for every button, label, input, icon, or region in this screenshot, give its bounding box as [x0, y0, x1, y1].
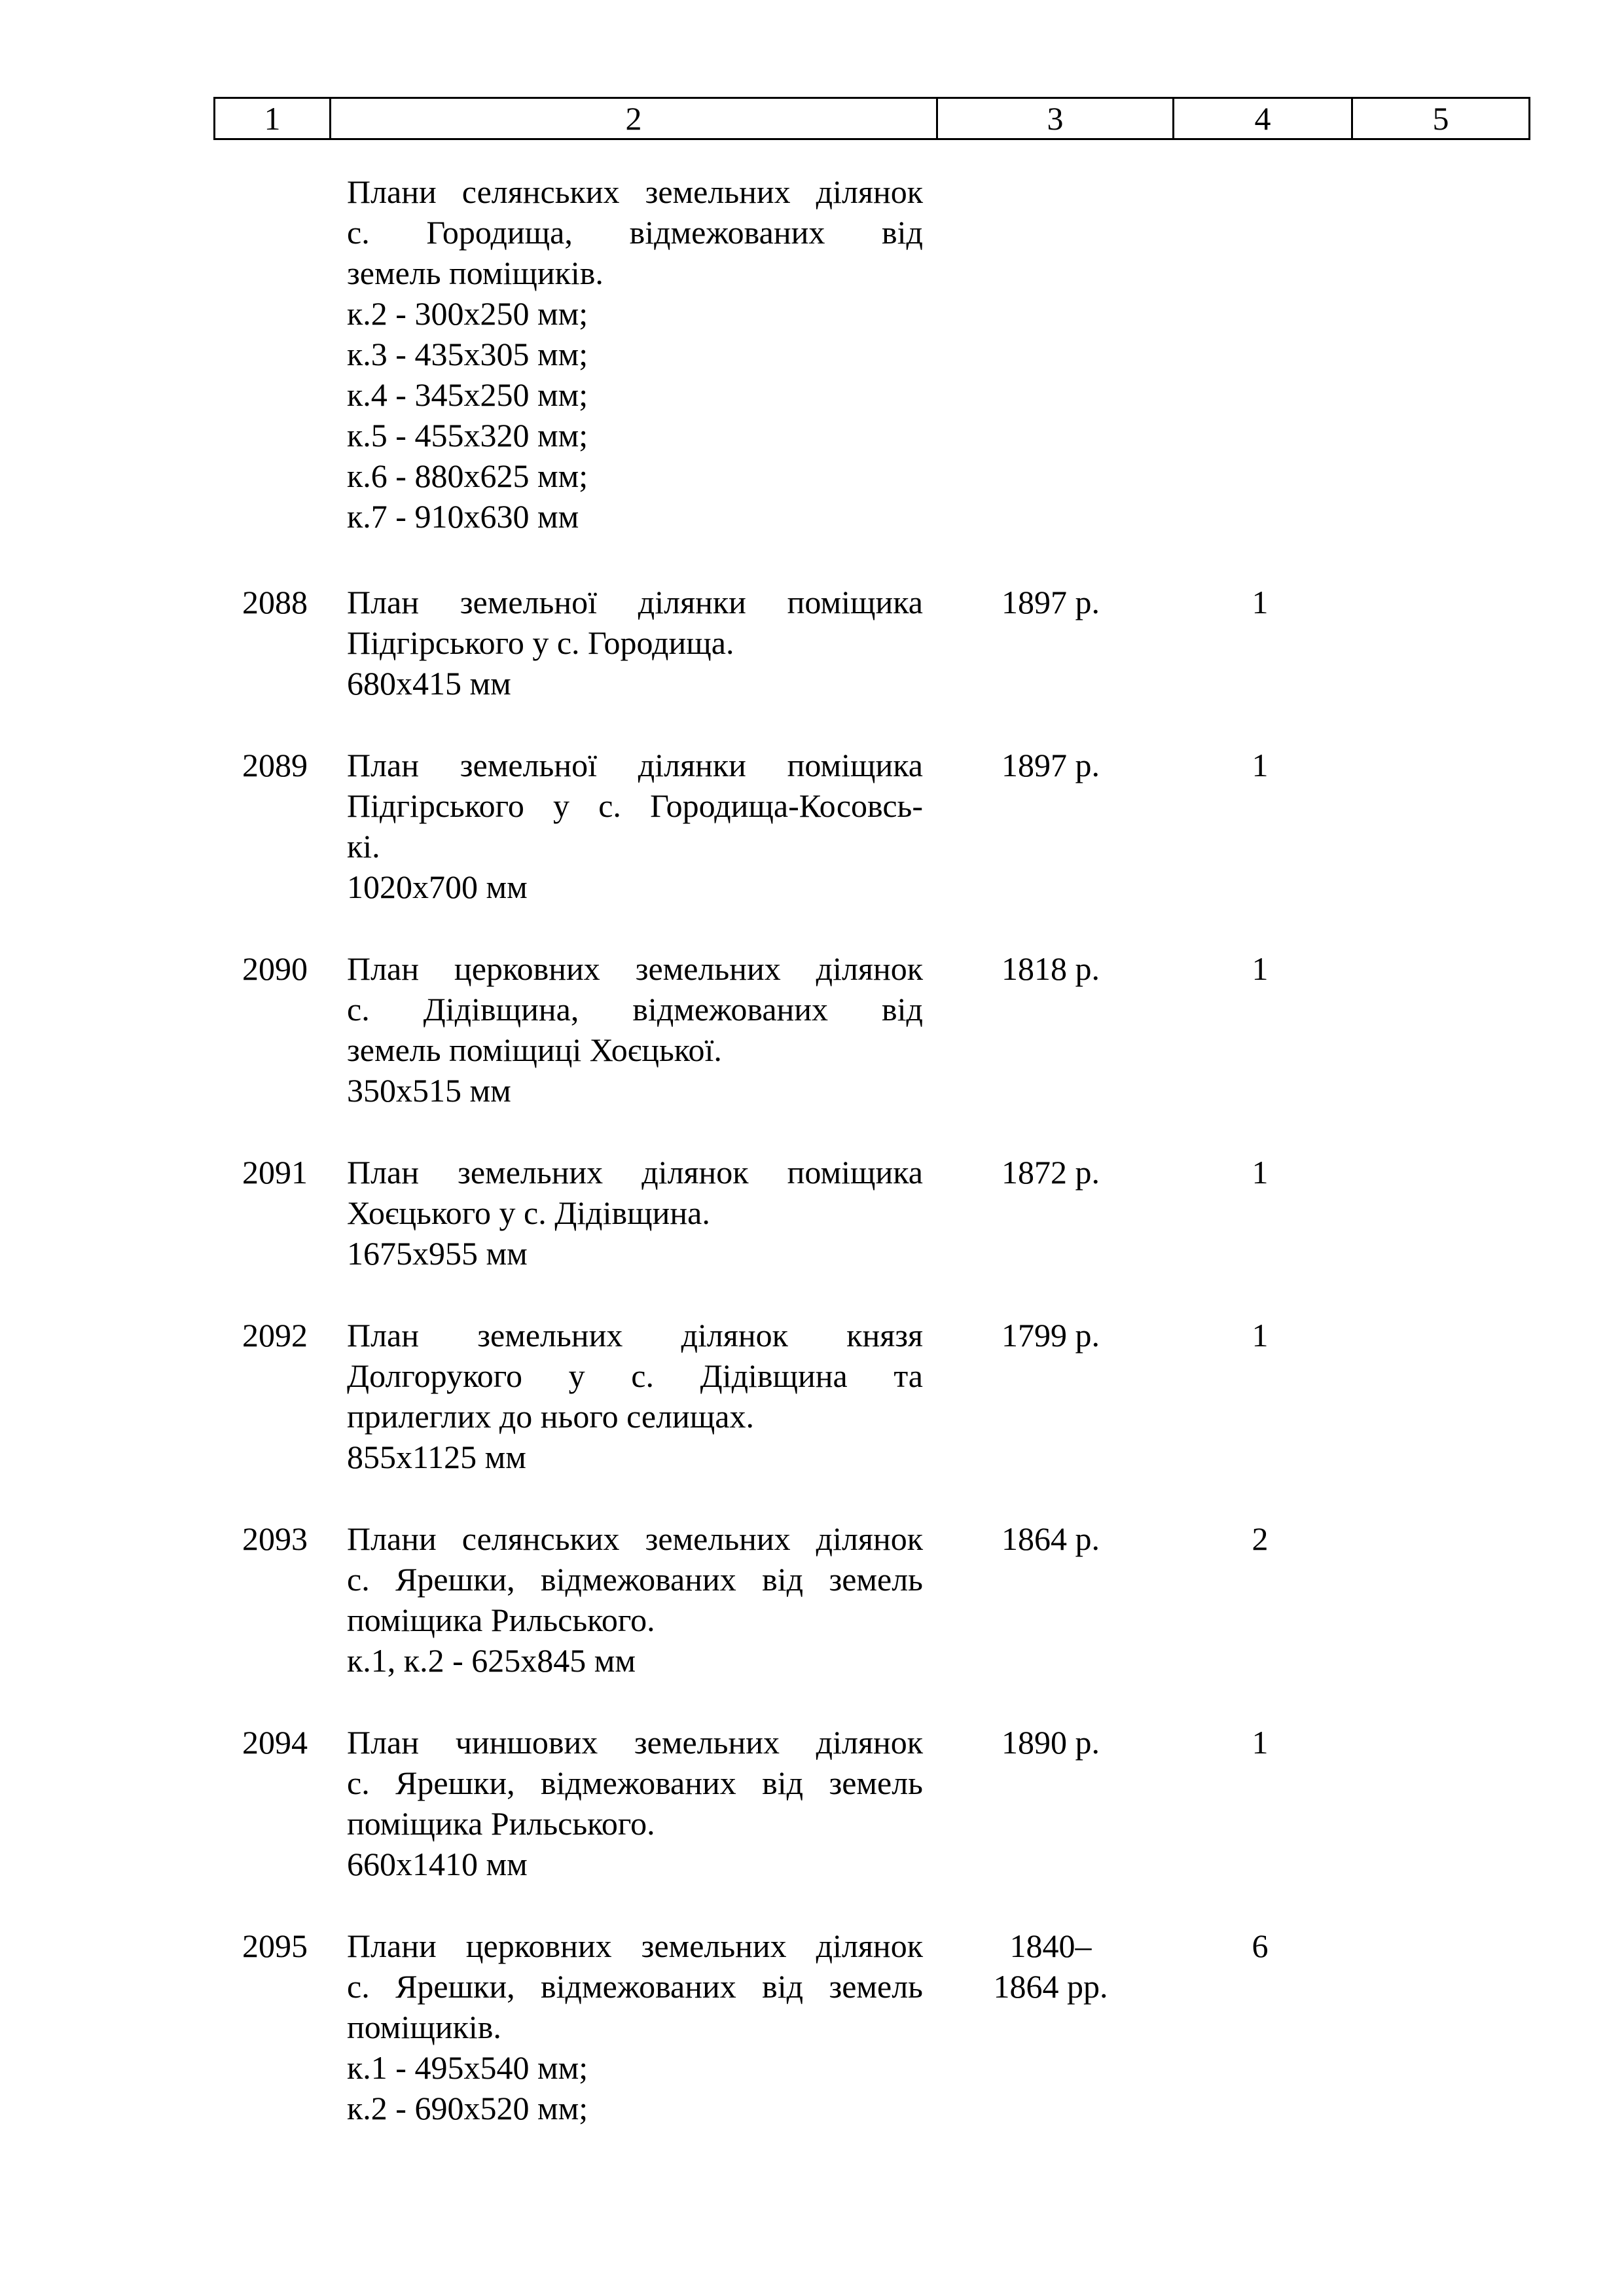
record-description — [347, 948, 923, 1111]
description-line: 855х1125 мм — [347, 1439, 526, 1475]
description-line: поміщика Рильського. — [347, 1805, 655, 1842]
description-line: План церковних земельних ділянок — [347, 950, 923, 987]
record-date — [943, 745, 1159, 785]
description-line: 660х1410 мм — [347, 1846, 528, 1882]
record-count: 1 — [1252, 747, 1269, 783]
description-line: План земельної ділянки поміщика — [347, 747, 923, 783]
description-line: к.4 - 345х250 мм; — [347, 376, 588, 413]
description-line: к.2 - 300х250 мм; — [347, 295, 588, 332]
description-line: с. Городища, відмежованих від — [347, 214, 923, 251]
record-number: 2091 — [242, 1154, 308, 1191]
description-line: земель поміщиці Хоєцької. — [347, 1031, 722, 1068]
record-count: 2 — [1252, 1520, 1269, 1557]
record-date — [943, 582, 1159, 622]
description-line: к.2 - 690х520 мм; — [347, 2090, 588, 2126]
record-description — [347, 1315, 923, 1477]
description-line: 1675х955 мм — [347, 1235, 528, 1272]
record-date — [943, 1926, 1159, 2007]
description-line: кі. — [347, 828, 380, 865]
description-line: к.1 - 495х540 мм; — [347, 2049, 588, 2086]
record-number: 2089 — [242, 747, 308, 783]
record-description — [347, 171, 923, 537]
description-line: Хоєцького у с. Дідівщина. — [347, 1194, 710, 1231]
column-header-3: 3 — [937, 98, 1174, 139]
record-number: 2095 — [242, 1928, 308, 1964]
record-count: 1 — [1252, 584, 1269, 620]
description-line: План земельної ділянки поміщика — [347, 584, 923, 620]
record-count: 1 — [1252, 1317, 1269, 1354]
date-line: 1864 рр. — [993, 1968, 1108, 2005]
record-count: 6 — [1252, 1928, 1269, 1964]
date-line: 1864 р. — [1001, 1520, 1100, 1557]
date-line: 1897 р. — [1001, 747, 1100, 783]
record-description — [347, 1152, 923, 1274]
description-line: прилеглих до нього селищах. — [347, 1398, 754, 1435]
record-date — [943, 1518, 1159, 1559]
description-line: Плани селянських земельних ділянок — [347, 1520, 923, 1557]
column-header-5: 5 — [1352, 98, 1530, 139]
description-line: поміщика Рильського. — [347, 1602, 655, 1638]
record-date — [943, 1315, 1159, 1355]
date-line: 1897 р. — [1001, 584, 1100, 620]
date-line: 1818 р. — [1001, 950, 1100, 987]
record-description — [347, 1926, 923, 2128]
date-line: 1890 р. — [1001, 1724, 1100, 1761]
description-line: к.5 - 455х320 мм; — [347, 417, 588, 454]
description-line: 680х415 мм — [347, 665, 511, 702]
record-description — [347, 582, 923, 704]
description-line: к.6 - 880х625 мм; — [347, 457, 588, 494]
date-line: 1872 р. — [1001, 1154, 1100, 1191]
description-line: Плани церковних земельних ділянок — [347, 1928, 923, 1964]
record-number: 2088 — [242, 584, 308, 620]
column-header-1: 1 — [215, 98, 331, 139]
description-line: с. Ярешки, відмежованих від земель — [347, 1765, 923, 1801]
description-line: 1020х700 мм — [347, 869, 528, 905]
description-line: Підгірського у с. Городища-Косовсь- — [347, 787, 923, 824]
date-line: 1799 р. — [1001, 1317, 1100, 1354]
record-number: 2090 — [242, 950, 308, 987]
record-description — [347, 745, 923, 907]
record-number: 2093 — [242, 1520, 308, 1557]
description-line: к.7 - 910х630 мм — [347, 498, 579, 535]
description-line: 350х515 мм — [347, 1072, 511, 1109]
description-line: План земельних ділянок князя — [347, 1317, 923, 1354]
description-line: с. Ярешки, відмежованих від земель — [347, 1968, 923, 2005]
column-header-2: 2 — [331, 98, 937, 139]
record-number: 2094 — [242, 1724, 308, 1761]
record-count: 1 — [1252, 1154, 1269, 1191]
record-date — [943, 948, 1159, 989]
description-line: к.3 - 435х305 мм; — [347, 336, 588, 372]
description-line: Підгірського у с. Городища. — [347, 624, 734, 661]
record-date — [943, 1152, 1159, 1193]
description-line: с. Дідівщина, відмежованих від — [347, 991, 923, 1028]
description-line: к.1, к.2 - 625х845 мм — [347, 1642, 636, 1679]
record-count: 1 — [1252, 950, 1269, 987]
date-line: 1840– — [1009, 1928, 1092, 1964]
description-line: земель поміщиків. — [347, 255, 604, 291]
record-description — [347, 1518, 923, 1681]
record-number: 2092 — [242, 1317, 308, 1354]
description-line: поміщиків. — [347, 2009, 501, 2045]
description-line: с. Ярешки, відмежованих від земель — [347, 1561, 923, 1598]
description-line: План чиншових земельних ділянок — [347, 1724, 923, 1761]
record-description — [347, 1722, 923, 1884]
description-line: Долгорукого у с. Дідівщина та — [347, 1357, 923, 1394]
record-date — [943, 1722, 1159, 1763]
description-line: План земельних ділянок поміщика — [347, 1154, 923, 1191]
record-count: 1 — [1252, 1724, 1269, 1761]
description-line: Плани селянських земельних ділянок — [347, 173, 923, 210]
column-header-4: 4 — [1174, 98, 1352, 139]
